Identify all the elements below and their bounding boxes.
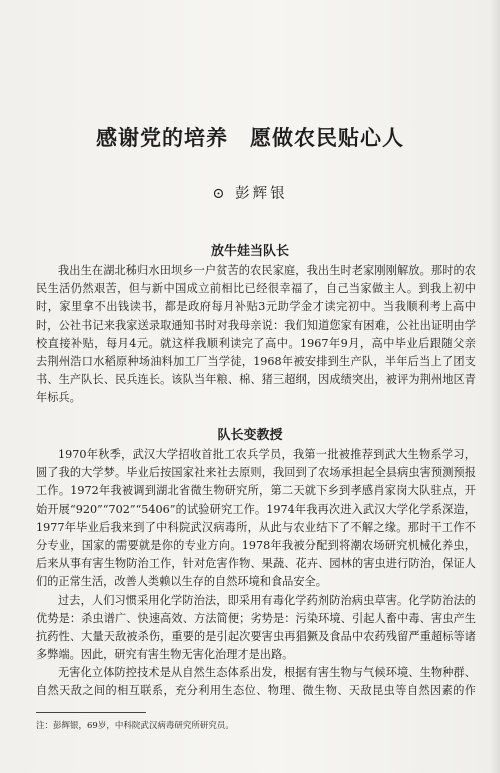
paragraph-line: 多弊端。因此，研究有害生物无害化治理才是出路。 bbox=[36, 648, 294, 662]
paragraph-line: 优势是：杀虫谱广、快速高效、方法简便；劣势是：污染环境、引起人畜中毒、害虫产生 bbox=[36, 611, 476, 625]
section-1-body bbox=[36, 262, 476, 408]
paragraph-line: 1977年毕业后我来到了中科院武汉病毒所，从此与农业结下了不解之缘。那时干工作不 bbox=[36, 520, 476, 534]
paragraph-line: 年标兵。 bbox=[36, 391, 81, 405]
paragraph-line: 校直接补贴，每月4元。就这样我顺利读完了高中。1967年9月，高中毕业后跟随父亲 bbox=[36, 336, 476, 350]
paragraph-line: 分专业，国家的需要就是你的专业方向。1978年我被分配到将潮农场研究机械化养虫， bbox=[36, 538, 476, 552]
paragraph-line: 去荆州浩口水稻原种场油料加工厂当学徒，1968年被安排到生产队，半年后当上了团支 bbox=[36, 354, 476, 368]
footnote-divider bbox=[36, 712, 146, 713]
paragraph-line: 后来从事有害生物防治工作，针对危害作物、果蔬、花卉、园林的害虫进行防治，保证人 bbox=[36, 557, 476, 571]
paragraph-line: 无害化立体防控技术是从自然生态体系出发，根据有害生物与气候环境、生物种群、 bbox=[58, 666, 476, 680]
footnote: 注：彭辉银，69岁，中科院武汉病毒研究所研究员。 bbox=[36, 721, 234, 731]
paragraph-line: 抗药性、大量天敌被杀伤，重要的是引起次要害虫再猖獗及食品中农药残留严重超标等诸 bbox=[36, 629, 476, 643]
section-2-body bbox=[36, 446, 476, 701]
paragraph-line: 时，家里拿不出钱读书，都是政府每月补贴3元助学金才读完初中。当我顺利考上高中 bbox=[36, 300, 476, 314]
paragraph-line: 1970年秋季，武汉大学招收首批工农兵学员，我第一批被推荐到武大生物系学习， bbox=[58, 448, 476, 461]
paragraph-line: 书、生产队长、民兵连长。该队当年粮、棉、猪三超纲，因成绩突出，被评为荆州地区青 bbox=[36, 373, 476, 387]
paragraph-line: 们的正常生活，改善人类赖以生存的自然环境和食品安全。 bbox=[36, 575, 327, 589]
paragraph-line: 时，公社书记来我家送录取通知书时对我母亲说：我们知道您家有困难，公社出证明由学 bbox=[36, 318, 476, 332]
paragraph-line: 始开展“920”“702”“5406”的试验研究工作。1974年我再次进入武汉大学化学系深造， bbox=[36, 502, 476, 516]
paragraph-line: 工作。1972年我被调到湖北省微生物研究所，第二天就下乡到孝感肖家岗大队驻点，开 bbox=[36, 484, 476, 498]
paragraph-line: 圆了我的大学梦。毕业后按国家社来社去原则，我回到了农场承担起全县病虫害预测预报 bbox=[36, 466, 476, 480]
paragraph-line: 我出生在湖北秭归水田坝乡一户贫苦的农民家庭，我出生时老家刚刚解放。那时的农 bbox=[58, 264, 476, 277]
section-heading-1: 放牛娃当队长 bbox=[210, 244, 289, 259]
article-title: 感谢党的培养 愿做农民贴心人 bbox=[96, 125, 404, 150]
paragraph-line: 民生活仍然艰苦，但与新中国成立前相比已经很幸福了，自己当家做主人。到我上初中 bbox=[36, 282, 476, 296]
article-author: ⊙ 彭辉银 bbox=[212, 186, 288, 202]
section-heading-2: 队长变教授 bbox=[217, 428, 283, 443]
page-spine-shadow bbox=[490, 0, 500, 773]
paragraph-line: 过去，人们习惯采用化学防治法，即采用有毒化学药剂防治病虫草害。化学防治法的 bbox=[58, 593, 476, 607]
paragraph-line: 自然天敌之间的相互联系，充分利用生态位、物理、微生物、天敌昆虫等自然因素的作 bbox=[36, 684, 476, 698]
